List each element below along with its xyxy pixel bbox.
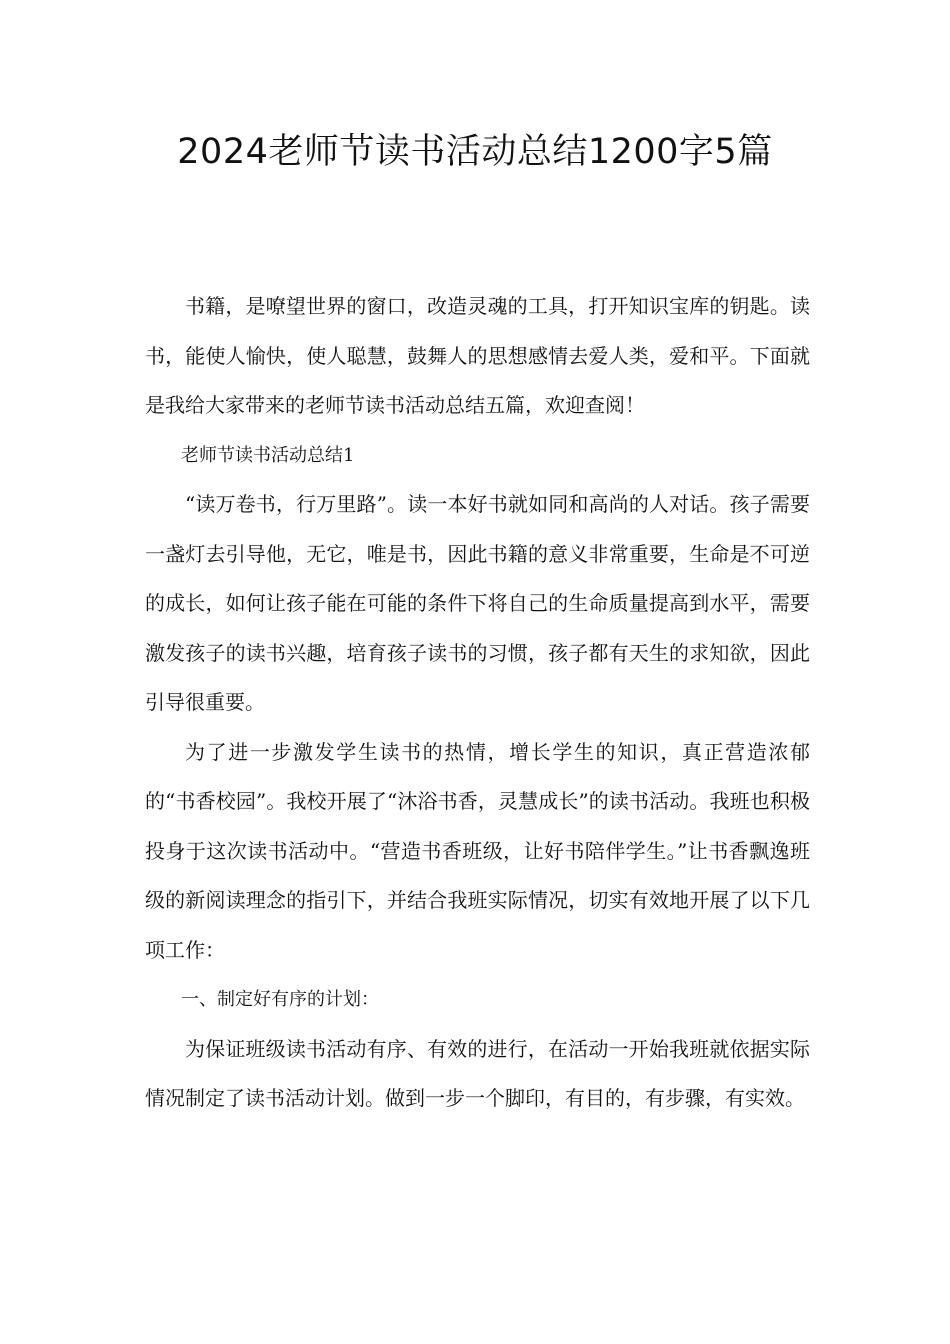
body-paragraph: “读万卷书，行万里路”。读一本好书就如同和高尚的人对话。孩子需要一盏灯去引导他，无它，唯是书，因此书籍的意义非常重要，生命是不可逆的成长，如何让孩子能在可能的条件下将自己的生命质量提高到水平，需要激发孩子的读书兴趣，培育孩子读书的习惯，孩子都有天生的求知欲，因此引导很重要。 bbox=[145, 492, 810, 714]
document-title: 2024老师节读书活动总结1200字5篇 bbox=[177, 132, 773, 172]
body-paragraph: 为保证班级读书活动有序、有效的进行，在活动一开始我班就依据实际情况制定了读书活动计划。做到一步一个脚印，有目的，有步骤，有实效。 bbox=[145, 1036, 810, 1110]
sub-heading-plan: 一、制定好有序的计划： bbox=[181, 989, 379, 1010]
section-heading-1: 老师节读书活动总结1 bbox=[181, 444, 355, 466]
intro-paragraph: 书籍，是嘹望世界的窗口，改造灵魂的工具，打开知识宝库的钥匙。读书，能使人愉快，使人聪慧，鼓舞人的思想感情去爱人类，爱和平。下面就是我给大家带来的老师节读书活动总结五篇，欢迎查阅！ bbox=[145, 294, 810, 417]
body-paragraph: 为了进一步激发学生读书的热情，增长学生的知识，真正营造浓郁的“书香校园”。我校开展了“沐浴书香，灵慧成长”的读书活动。我班也积极投身于这次读书活动中。“营造书香班级，让好书陪伴学生。”让书香飘逸班级的新阅读理念的指引下，并结合我班实际情况，切实有效地开展了以下几项工作： bbox=[145, 739, 810, 962]
document-body bbox=[145, 282, 810, 1124]
